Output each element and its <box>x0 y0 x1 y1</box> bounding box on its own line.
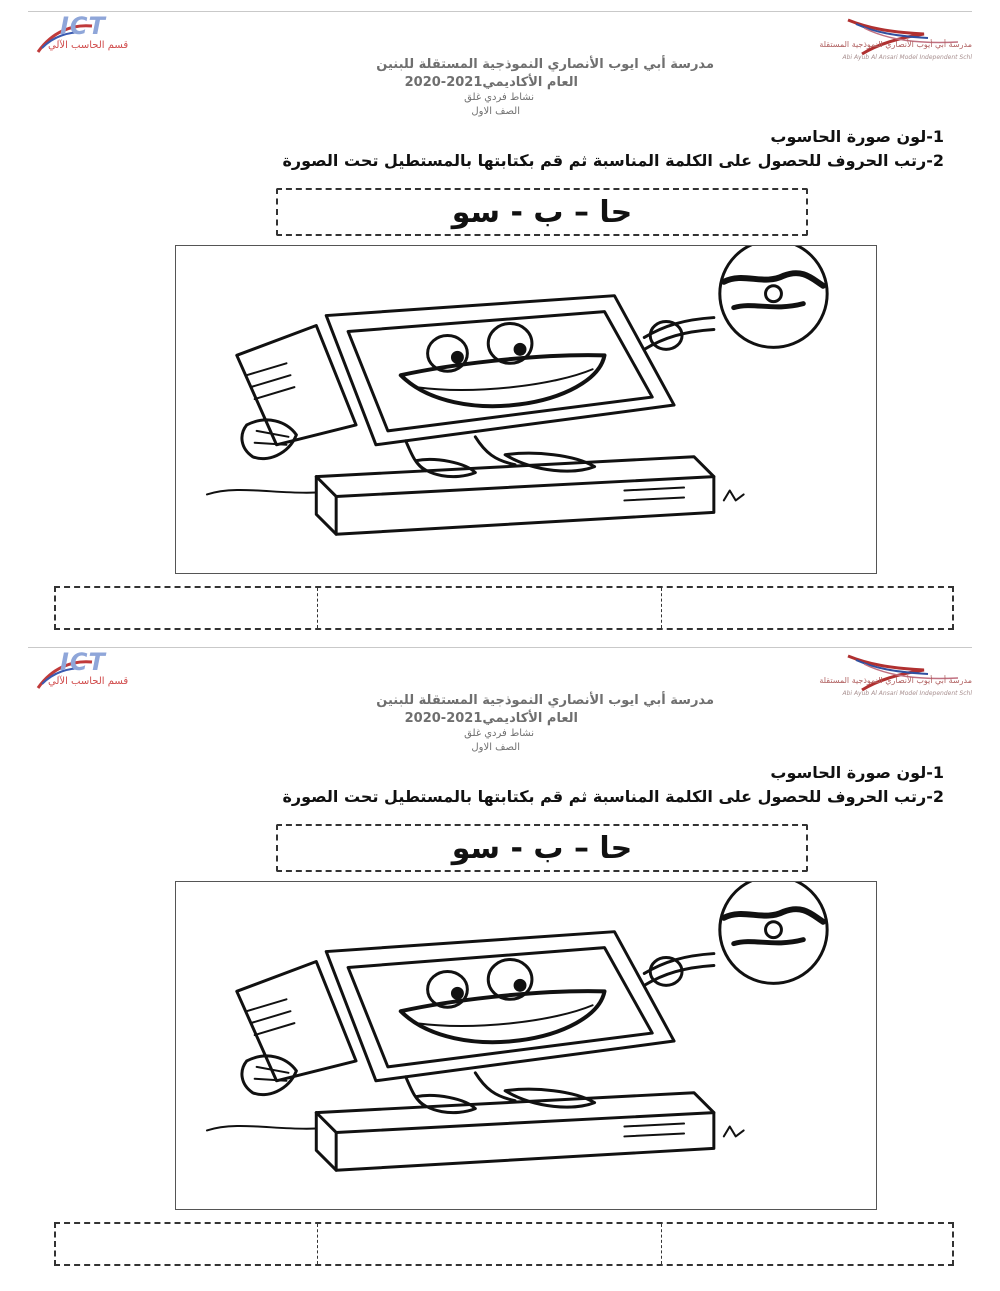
ict-logo-subtitle: قسم الحاسب الآلي <box>48 676 129 687</box>
ict-logo-subtitle: قسم الحاسب الآلي <box>48 40 129 51</box>
worksheet-copy-1 <box>0 0 1000 640</box>
scrambled-letters-box <box>276 188 808 236</box>
worksheet-copy-2 <box>0 636 1000 1276</box>
school-logo <box>819 14 978 66</box>
answer-box[interactable] <box>317 1224 661 1264</box>
ict-logo-text: ICT <box>60 648 106 676</box>
academic-year: العام الأكاديمي2021-2020 <box>404 75 578 90</box>
cartoon-computer-icon <box>176 246 876 573</box>
school-logo-arabic: مدرسة أبي أيوب الأنصاري النموذجية المستقلة <box>819 40 972 49</box>
school-logo-arabic: مدرسة أبي أيوب الأنصاري النموذجية المستقلة <box>819 676 972 685</box>
answer-boxes-row <box>54 1222 954 1266</box>
answer-box[interactable] <box>56 588 317 628</box>
scrambled-letters-box <box>276 824 808 872</box>
grade-level: الصف الاول <box>471 106 520 117</box>
activity-type: نشاط فردي غلق <box>464 92 534 103</box>
school-logo <box>819 650 978 702</box>
answer-boxes-row <box>54 586 954 630</box>
grade-level: الصف الاول <box>471 742 520 753</box>
answer-box[interactable] <box>317 588 661 628</box>
top-divider <box>28 11 972 12</box>
instruction-arrange: 2-رتب الحروف للحصول على الكلمة المناسبة ثم قم بكتابتها بالمستطيل تحت الصورة <box>282 151 944 170</box>
scrambled-letters: حا – ب - سو <box>451 194 633 230</box>
computer-coloring-image <box>175 881 877 1210</box>
instruction-arrange: 2-رتب الحروف للحصول على الكلمة المناسبة ثم قم بكتابتها بالمستطيل تحت الصورة <box>282 787 944 806</box>
cartoon-computer-icon <box>176 882 876 1209</box>
school-name: مدرسة أبي ايوب الأنصاري النموذجية المستقلة للبنين <box>376 57 714 72</box>
activity-type: نشاط فردي غلق <box>464 728 534 739</box>
computer-coloring-image <box>175 245 877 574</box>
school-logo-english: Abi Ayub Al Ansari Model Independent Schl <box>842 690 972 697</box>
answer-box[interactable] <box>661 588 952 628</box>
school-logo-english: Abi Ayub Al Ansari Model Independent Schl <box>842 54 972 61</box>
school-name: مدرسة أبي ايوب الأنصاري النموذجية المستقلة للبنين <box>376 693 714 708</box>
instruction-color: 1-لون صورة الحاسوب <box>770 763 944 782</box>
ict-department-logo <box>32 12 142 58</box>
answer-box[interactable] <box>56 1224 317 1264</box>
answer-box[interactable] <box>661 1224 952 1264</box>
top-divider <box>28 647 972 648</box>
ict-department-logo <box>32 648 142 694</box>
ict-logo-text: ICT <box>60 12 106 40</box>
scrambled-letters: حا – ب - سو <box>451 830 633 866</box>
instruction-color: 1-لون صورة الحاسوب <box>770 127 944 146</box>
academic-year: العام الأكاديمي2021-2020 <box>404 711 578 726</box>
